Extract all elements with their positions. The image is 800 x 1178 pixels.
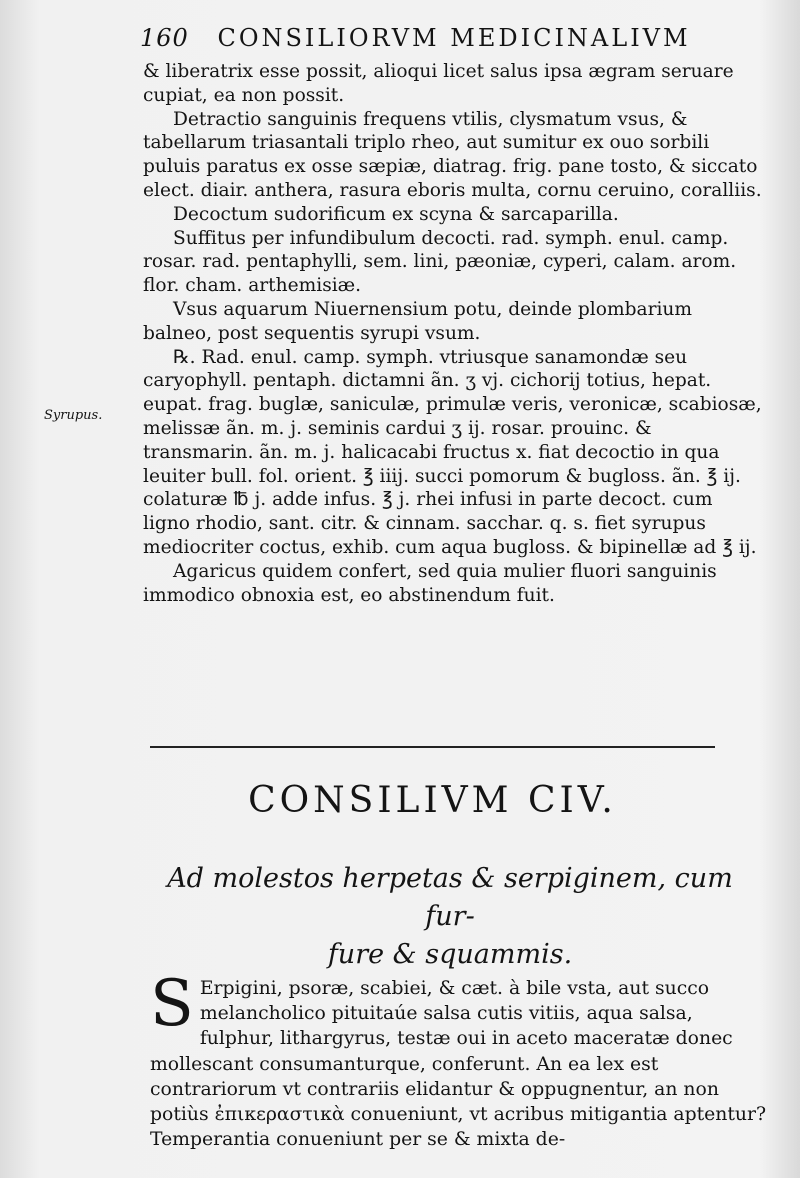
paragraph: & liberatrix esse possit, alioqui licet salus ipsa ægram seruare cupiat, ea non possit.: [143, 61, 734, 106]
section-body: [150, 967, 770, 1152]
page-number: 160: [140, 24, 189, 52]
main-text-block: [143, 60, 765, 607]
section-title: CONSILIVM CIV.: [248, 780, 617, 821]
paragraph: Detractio sanguinis frequens vtilis, clysmatum vsus, & tabellarum triasantali triplo rheo, aut sumitur ex ouo sorbili puluis paratus ex osse sæpiæ, diatrag. frig. pane tosto, & siccato elect. diair. anthera, rasura eboris multa, cornu ceruino, coralliis.: [143, 108, 762, 201]
margin-note: Syrupus.: [44, 408, 103, 423]
section-divider: [150, 746, 715, 748]
running-header: [140, 24, 740, 64]
subtitle-line: Ad molestos herpetas & serpiginem, cum fur-: [167, 863, 733, 932]
paragraph: Decoctum sudorificum ex scyna & sarcaparilla.: [173, 203, 619, 225]
prescription-paragraph: ℞. Rad. enul. camp. symph. vtriusque sanamondæ seu caryophyll. pentaph. dictamni ãn. ʒ vj. cichorij totius, hepat. eupat. frag. buglæ, saniculæ, primulæ veris, veronicæ, scabiosæ, melissæ ãn. m. j. seminis cardui ʒ ij. rosar. prouinc. & transmarin. ãn. m. j. halicacabi fructus x. fiat decoctio in qua leuiter bull. fol. orient. ℥ iiij. succi pomorum & bugloss. ãn. ℥ ij. colaturæ ℔ j. adde infus. ℥ j. rhei infusi in parte decoct. cum ligno rhodio, sant. citr. & cinnam. sacchar. q. s. fiet syrupus mediocriter coctus, exhib. cum aqua bugloss. & bipinellæ ad ℥ ij.: [143, 346, 762, 558]
paragraph: Suffitus per infundibulum decocti. rad. symph. enul. camp. rosar. rad. pentaphylli, sem. lini, pæoniæ, cyperi, calam. arom. flor. cham. arthemisiæ.: [143, 227, 737, 297]
running-title: CONSILIORVM MEDICINALIVM: [217, 24, 691, 52]
paragraph: Agaricus quidem confert, sed quia mulier fluori sanguinis immodico obnoxia est, eo abstinendum fuit.: [143, 560, 717, 606]
paragraph: Vsus aquarum Niuernensium potu, deinde plombarium balneo, post sequentis syrupi vsum.: [143, 298, 693, 344]
paragraph: Erpigini, psoræ, scabiei, & cæt. à bile vsta, aut succo melancholico pituitaúe salsa cutis vitiis, aqua salsa, fulphur, lithargyrus, testæ oui in aceto maceratæ donec mollescant consumanturque, conferunt. An ea lex est contrariorum vt contrariis elidantur & oppugnentur, an non potiùs ἐπικεραστικὰ conueniunt, vt acribus mitigantia aptentur? Temperantia conueniunt per se & mixta de-: [150, 978, 767, 1151]
drop-cap: S: [150, 967, 194, 1041]
subtitle-line: fure & squammis.: [327, 939, 573, 970]
section-subtitle: [150, 860, 750, 974]
